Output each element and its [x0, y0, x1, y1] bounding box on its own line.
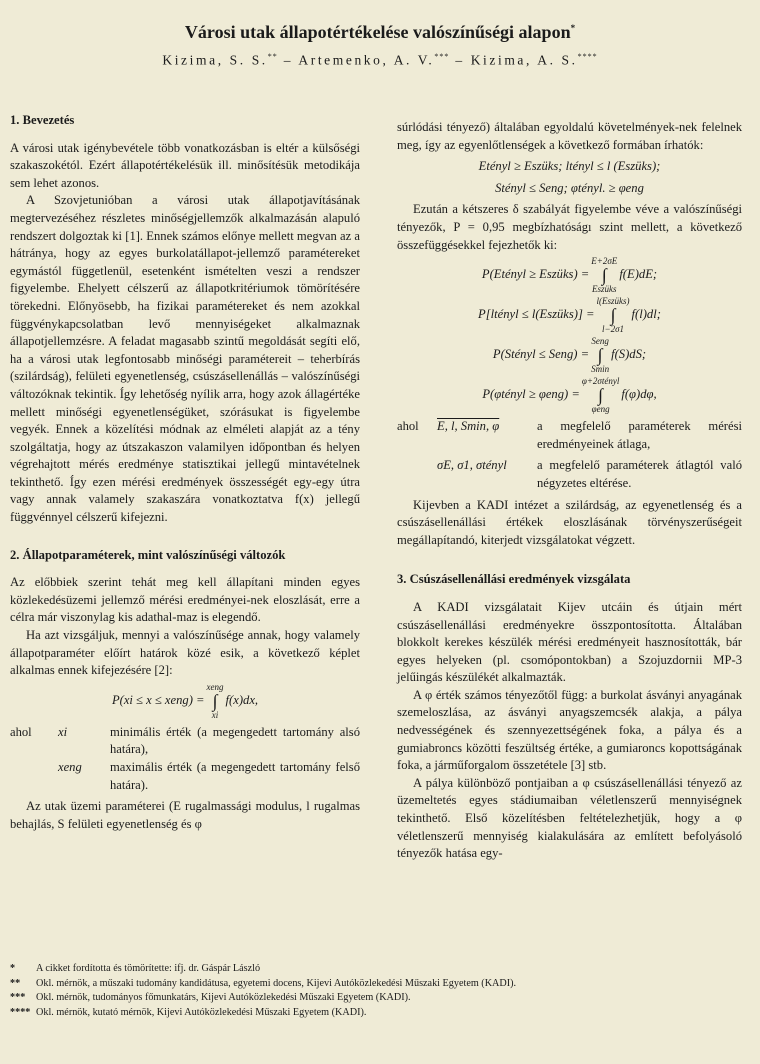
footnote — [10, 962, 740, 977]
author-1-mark: ** — [267, 52, 278, 61]
right-paragraph: súrlódási tényező) általában egyoldalú követelmények-nek felelnek meg, így az egyenlőtlenségek a következő formában írhatók: — [397, 120, 742, 152]
article-title — [0, 22, 760, 43]
integral-upper-limit: Seng — [591, 336, 609, 347]
author-separator: – — [455, 52, 465, 68]
definition-text: maximális érték (a megengedett tartomány felső határa). — [110, 760, 360, 792]
section-1-paragraph: A Szovjetunióban a városi utak állapotjavításának megtervezéséhez részletes minőségjellemzők alkalmazásán alapuló rendszert dolgoztak ki [1]. Ennek számos előnye mellett megvan az a hátránya, hogy az egyes burkolatállapot-jellemző paramétereket egymástól függetlenül, esetenként ismételten veszi a rendszer figyelembe. Ehelyett célszerű az állapotkritériumok tömörítésére törekedni. Előnyösebb, ha fizikai paramétereket és nem azokkal függvénykapcsolatban levő mennyiségeket alkalmaznak állapotjellemzésre. A feladat magasabb szintű megoldását segíti elő, ha a városi utak legfontosabb minőségi paramétereit – teherbírás (szilárdság), felületi egyenetlenség, csúszásellenállás – valószínűségi változóknak tekintik. Így lehetőség nyílik arra, hogy azok állagértéke mellett minőségi egyenetlenségüket, szórásukat is figyelembe vegyék. Ennek a közelítési módnak az elméleti alapját az a tény szolgáltatja, hogy az útszakaszon valamilyen időpontban és helyen végrehajtott mérés eredménye statisztikai jellegű mintavételnek tekinthető. Így ezen mérési eredmények összességét egy-egy útra vagy annak valamely szakaszára vonatkoztatva f(x) jellegű függvénnyel célszerű kifejezni. — [10, 193, 360, 525]
definition-symbol: E, l, Smin, φ — [437, 419, 500, 434]
footnote-mark: * — [10, 963, 16, 974]
integral-symbol: ∫ — [212, 690, 218, 711]
integral-upper-limit: φ+2σtényl — [581, 376, 620, 387]
section-1-paragraph: A városi utak igénybevétele több vonatkozásban is eltér a külsőségi szakaszokétól. Ezért állapotértékelésük ill. minősítésük metodikája sem lehet azonos. — [10, 140, 360, 190]
formula-rhs: f(x)dx, — [225, 693, 259, 708]
integral-sign — [597, 296, 630, 334]
section-3-paragraph: A φ érték számos tényezőtől függ: a burkolat ásványi anyagának szemeloszlása, az ásványi anyagszemcsék alakja, a pálya nedvességének és szennyezettségének foka, a pálya és a gumiabroncs közötti feszültség értéke, a gumiaroncs kopottságának foka, a járműforgalom összetétele [3] stb. — [397, 687, 742, 773]
section-1-heading: 1. Bevezetés — [10, 113, 75, 127]
integral-symbol: ∫ — [598, 385, 604, 406]
equation-e — [397, 256, 742, 294]
definition-text: a megfelelő paraméterek mérési eredményeinek átlaga, — [537, 419, 742, 451]
footnote-mark: ** — [10, 977, 21, 989]
equation-rhs: f(E)dE; — [619, 267, 658, 282]
footnote-mark: *** — [10, 992, 26, 1003]
equation-lhs: P(Stényl ≤ Seng) = — [492, 347, 590, 362]
integral-lower-limit: xi — [211, 709, 219, 720]
title-text: Városi utak állapotértékelése valószínűségi alapon — [184, 22, 571, 42]
section-2-paragraph: Az előbbiek szerint tehát meg kell állapítani minden egyes közlekedésüzemi jellemző mérési eredményei-nek eloszlását, erre a célra már viszonylag kis adathal-maz is elegendő. — [10, 575, 360, 625]
section-3-heading: 3. Csúszásellenállási eredmények vizsgálata — [397, 572, 631, 587]
definition-symbol: xeng — [58, 760, 82, 774]
equation-lhs: P[ltényl ≤ l(Eszüks)] = — [478, 307, 595, 322]
equation-rhs: f(l)dl; — [631, 307, 661, 322]
integral-sign — [207, 682, 224, 720]
inequality-1: Etényl ≥ Eszüks; ltényl ≤ l (Eszüks); — [478, 159, 661, 174]
probability-formula — [10, 682, 360, 720]
footnotes — [10, 962, 740, 1020]
definition-intro: ahol — [10, 724, 32, 739]
integral-lower-limit: Smin — [591, 364, 610, 375]
footnote-text: Okl. mérnök, kutató mérnök, Kijevi Autóközlekedési Műszaki Egyetem (KADI). — [36, 1006, 367, 1018]
footnote — [10, 977, 740, 992]
section-3-paragraph: A KADI vizsgálatait Kijev utcáin és útjain mért csúszásellenállási eredményekre összpontosította. Általában blokkolt kerekes készülék mérési eredményeit hasznosították, bár egyes helyeken (pl. csomópontokban) a Szojuzdornii MP-3 jelűingás készülékét alkalmazták. — [397, 599, 742, 685]
integral-lower-limit: φeng — [591, 404, 610, 415]
definition-list — [10, 724, 360, 794]
integral-symbol: ∫ — [610, 305, 616, 326]
author-2: Artemenko, A. V. — [298, 52, 435, 68]
footnote-text: Okl. mérnök, a műszaki tudomány kandidátusa, egyetemi docens, Kijevi Autóközlekedési Műszaki Egyetem (KADI). — [36, 977, 517, 989]
author-3-mark: **** — [577, 52, 598, 61]
author-3: Kizima, A. S. — [470, 52, 578, 68]
equation-l — [397, 296, 742, 334]
integral-upper-limit: xeng — [206, 681, 224, 692]
author-2-mark: *** — [434, 52, 450, 61]
integral-symbol: ∫ — [601, 265, 607, 286]
integral-sign — [591, 336, 609, 374]
author-separator: – — [283, 52, 294, 68]
left-column — [10, 112, 360, 833]
footnote-mark: **** — [10, 1006, 31, 1018]
equation-lhs: P(Etényl ≥ Eszüks) = — [481, 267, 590, 282]
integral-lower-limit: Eszüks — [592, 284, 617, 295]
definition-intro: ahol — [397, 419, 419, 434]
definition-row — [397, 418, 742, 453]
footnote-text: Okl. mérnök, tudományos főmunkatárs, Kijevi Autóközlekedési Műszaki Egyetem (KADI). — [36, 992, 411, 1003]
right-column — [397, 119, 742, 863]
equation-rhs: f(S)dS; — [611, 347, 647, 362]
equation-lhs: P(φtényl ≥ φeng) = — [482, 387, 580, 402]
definition-text: minimális érték (a megengedett tartomány alsó határa), — [110, 724, 360, 757]
definition-text: a megfelelő paraméterek átlagtól való négyzetes eltérése. — [537, 458, 742, 490]
footnote-text: A cikket fordította és tömörítette: ifj. dr. Gáspár László — [36, 963, 261, 974]
integral-sign — [582, 376, 619, 414]
integral-upper-limit: l(Eszüks) — [596, 296, 630, 307]
integral-symbol: ∫ — [597, 345, 603, 366]
integral-lower-limit: l−2σ1 — [602, 324, 625, 335]
right-paragraph: Ezután a kétszeres δ szabályát figyelembe véve a valószínűségi tényezők, P = 0,95 megbízhatóságı szint mellett, a következő összefüggésekkel fejezhetők ki: — [397, 202, 742, 252]
equation-s — [397, 336, 742, 374]
footnote — [10, 991, 740, 1006]
inequality-2: Stényl ≤ Seng; φtényl. ≥ φeng — [495, 180, 644, 195]
integral-sign — [591, 256, 617, 294]
footnote — [10, 1006, 740, 1021]
section-3-paragraph: A pálya különböző pontjaiban a φ csúszásellenállási tényező az üzemeltetés egyes stádiumaiban véletlenszerű mennyiségnek tekinthető. Első közelítésben feltételezhetjük, hogy a φ véletlenszerű mennyiség kialakulására az említett befolyásoló tényezők hatása egy- — [397, 775, 742, 861]
equation-phi — [397, 376, 742, 414]
section-2-paragraph: Ha azt vizsgáljuk, mennyi a valószínűsége annak, hogy valamely állapotparaméter előírt határok közé esik, a következő képlet alkalmas ennek kifejezésére [2]: — [10, 628, 360, 678]
formula-lhs: P(xi ≤ x ≤ xeng) = — [111, 693, 205, 708]
right-paragraph: Kijevben a KADI intézet a szilárdság, az egyenetlenség és a csúszásellenállási értékek eloszlásának törvényszerűségeit megállapítandó, kiterjedt vizsgálatokat végzett. — [397, 497, 742, 547]
section-2-paragraph: Az utak üzemi paraméterei (E rugalmassági modulus, l rugalmas behajlás, S felületi egyenetlenség és φ — [10, 799, 360, 831]
definition-row — [397, 457, 742, 492]
equation-rhs: f(φ)dφ, — [621, 387, 657, 402]
definition-symbol: xi — [58, 724, 68, 739]
section-2-heading: 2. Állapotparaméterek, mint valószínűségi változók — [10, 547, 286, 562]
integral-upper-limit: E+2σE — [591, 256, 618, 267]
author-line — [0, 52, 760, 69]
definition-symbol: σE, σ1, σtényl — [437, 458, 507, 473]
title-footnote-mark: * — [570, 23, 576, 33]
author-1: Kizima, S. S. — [162, 52, 268, 68]
